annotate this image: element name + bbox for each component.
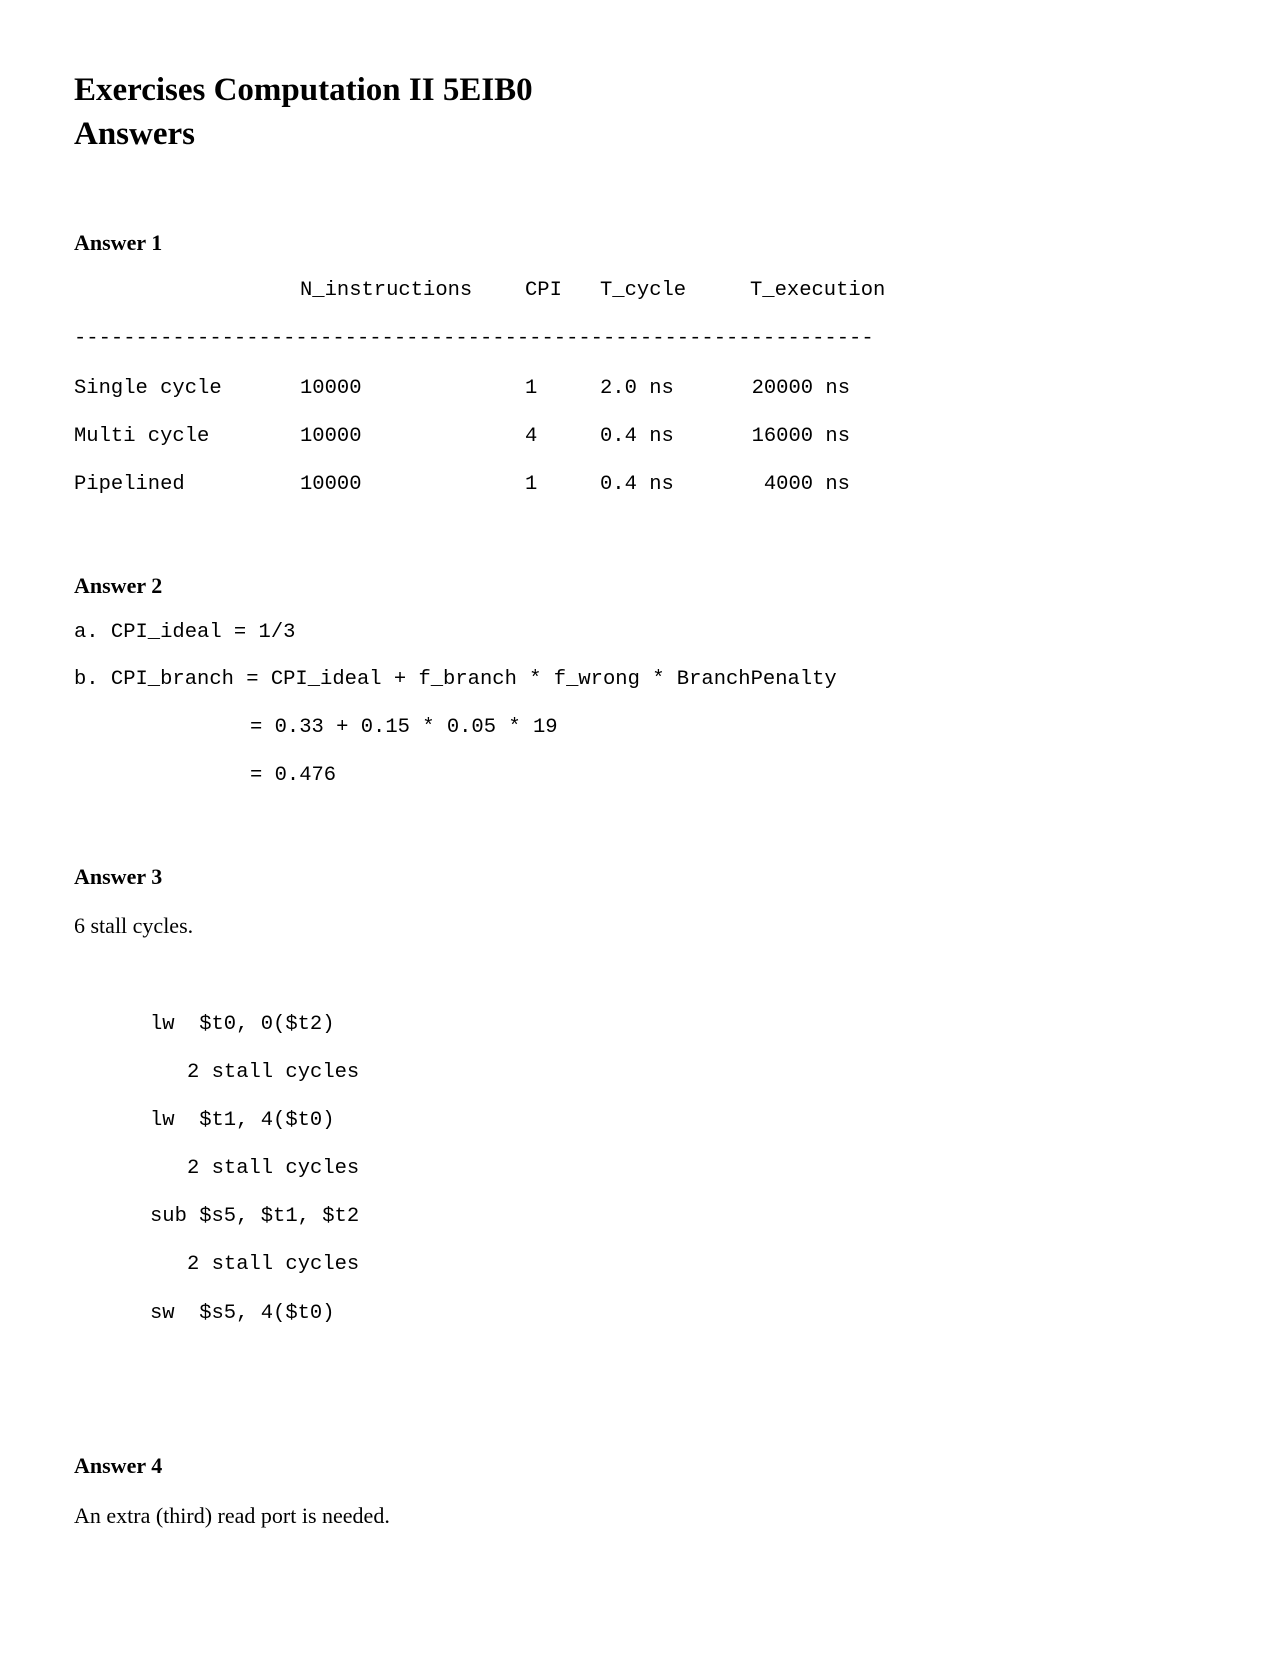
answer2-line-a: a. CPI_ideal = 1/3 (74, 621, 296, 644)
answer4-heading: Answer 4 (74, 1453, 163, 1478)
table-cell-t-cycle: 0.4 ns (600, 425, 674, 448)
table-cell-n: 10000 (300, 425, 362, 448)
table-cell-n: 10000 (300, 377, 362, 400)
table-cell-t-cycle: 0.4 ns (600, 473, 674, 496)
answer1-heading: Answer 1 (74, 230, 163, 255)
answer2-line-b-result: = 0.476 (250, 764, 337, 787)
answer3-heading: Answer 3 (74, 864, 163, 889)
table-separator: ----------------------------------------------------------------- (74, 327, 874, 350)
table-cell-cpi: 4 (525, 425, 538, 448)
col-header-n-instructions: N_instructions (300, 279, 473, 302)
table-cell-t-execution: 20000 ns (751, 377, 850, 400)
document-title: Exercises Computation II 5EIB0 (74, 72, 533, 108)
code-stall-note: 2 stall cycles (187, 1157, 360, 1180)
code-stall-note: 2 stall cycles (187, 1253, 360, 1276)
answer2-heading: Answer 2 (74, 573, 163, 598)
answer2-line-b-step: = 0.33 + 0.15 * 0.05 * 19 (250, 716, 558, 739)
col-header-t-execution: T_execution (750, 279, 886, 302)
col-header-cpi: CPI (525, 279, 562, 302)
table-cell-t-execution: 4000 ns (763, 473, 850, 496)
code-line: sw $s5, 4($t0) (150, 1302, 335, 1325)
table-row-label: Multi cycle (74, 425, 210, 448)
table-row-label: Single cycle (74, 377, 222, 400)
code-line: lw $t1, 4($t0) (150, 1109, 335, 1132)
table-row-label: Pipelined (74, 473, 185, 496)
col-header-t-cycle: T_cycle (600, 279, 687, 302)
answer4-text: An extra (third) read port is needed. (74, 1503, 390, 1528)
table-cell-n: 10000 (300, 473, 362, 496)
table-cell-t-cycle: 2.0 ns (600, 377, 674, 400)
code-stall-note: 2 stall cycles (187, 1061, 360, 1084)
table-cell-t-execution: 16000 ns (751, 425, 850, 448)
table-cell-cpi: 1 (525, 473, 538, 496)
table-cell-cpi: 1 (525, 377, 538, 400)
code-line: lw $t0, 0($t2) (150, 1013, 335, 1036)
document-subtitle: Answers (74, 116, 195, 152)
code-line: sub $s5, $t1, $t2 (150, 1205, 360, 1228)
answer2-line-b: b. CPI_branch = CPI_ideal + f_branch * f_wrong * BranchPenalty (74, 668, 837, 691)
answer3-text: 6 stall cycles. (74, 913, 194, 938)
